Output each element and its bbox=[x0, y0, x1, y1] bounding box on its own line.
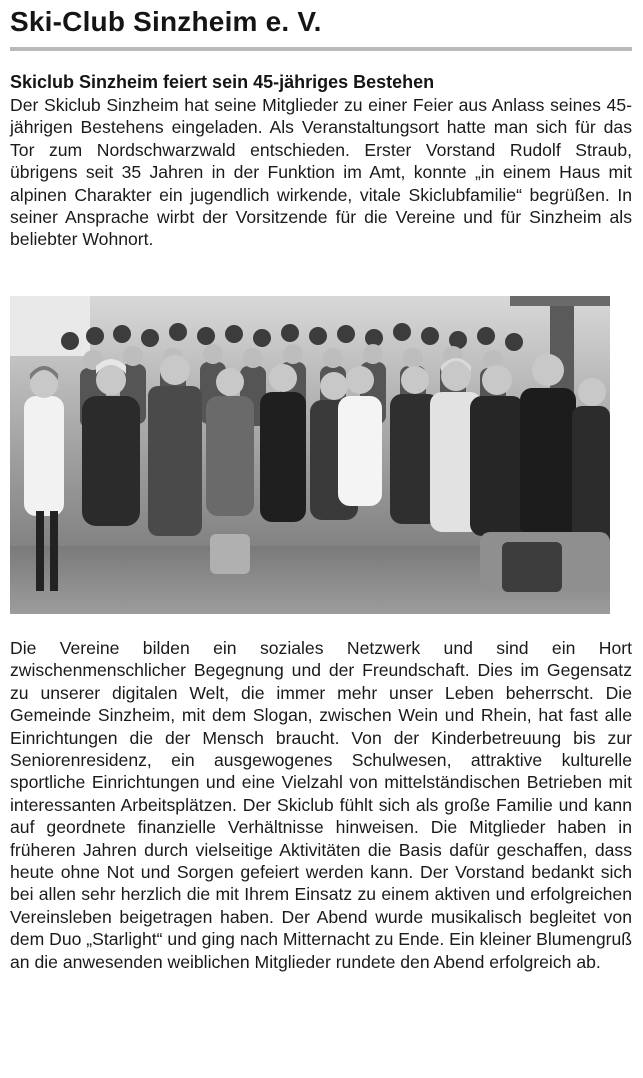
article-headline: Skiclub Sinzheim feiert sein 45-jähriges Bestehen bbox=[10, 72, 435, 92]
group-photo-image bbox=[10, 296, 610, 614]
article-body-paragraph: Die Vereine bilden ein soziales Netzwerk und sind ein Hort zwischenmenschlicher Begegnung und der Freundschaft. Dies im Gegensatz zu unserer digitalen Welt, die immer mehr unser Leben beherrscht. Die Gemeinde Sinzheim, mit dem Slogan, zwischen Wein und Rhein, hat fast alle Einrichtungen die der Mensch braucht. Von der Kinderbetreuung bis zur Seniorenresidenz, ein ausgewogenes Schulwesen, attraktive kulturelle sportliche Einrichtungen und eine Vielzahl von mittelständischen Betrieben mit interessanten Arbeitsplätzen. Der Skiclub fühlt sich als große Familie und kann auf geordnete finanzielle Verhältnisse hinweisen. Die Mitglieder haben in früheren Jahren durch vielseitige Aktivitäten die Basis dafür geschaffen, dass heute ohne Not und Sorgen gefeiert werden kann. Der Vorstand bedankt sich bei allen sehr herzlich die mit Ihrem Einsatz zu einem aktiven und erfolgreichen Vereinsleben beigetragen haben. Der Abend wurde musikalisch begleitet von dem Duo „Starlight“ und ging nach Mitternacht zu Ende. Ein kleiner Blumengruß an die anwesenden weiblichen Mitglieder rundete den Abend erfolgreich ab. bbox=[10, 638, 632, 972]
title-divider bbox=[10, 47, 632, 51]
group-photo bbox=[10, 296, 610, 614]
article-intro-paragraph: Der Skiclub Sinzheim hat seine Mitglieder zu einer Feier aus Anlass seines 45-jährigen Bestehens eingeladen. Als Veranstaltungsort hatte man sich für das Tor zum Nordschwarzwald entschieden. Erster Vorstand Rudolf Straub, übrigens seit 35 Jahren in der Funktion im Amt, konnte „in einem Haus mit alpinen Charakter ein jugendlich wirkende, vitale Skiclubfamilie“ begrüßen. In seiner Ansprache wirbt der Vorsitzende für die Vereine und für Sinzheim als beliebter Wohnort. bbox=[10, 95, 632, 250]
club-title: Ski-Club Sinzheim e. V. bbox=[10, 6, 322, 37]
